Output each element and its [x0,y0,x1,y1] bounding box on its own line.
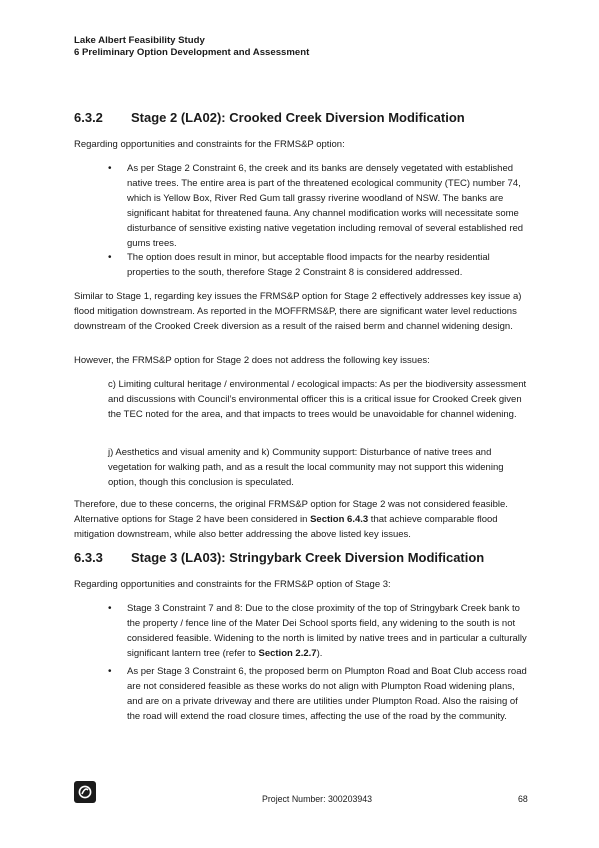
section-number: 6.3.2 [74,110,103,125]
section-title: Stage 3 (LA03): Stringybark Creek Diversion Modification [131,550,485,565]
page-header [74,35,309,59]
paragraph: Similar to Stage 1, regarding key issues the FRMS&P option for Stage 2 effectively addresses key issue a) flood mitigation downstream. As reported in the MOFFRMS&P, there are significant water level reductions downstream of the Crooked Creek diversion as a result of the raised berm and channel widening design. [74,291,522,332]
section-intro: Regarding opportunities and constraints for the FRMS&P option: [74,139,345,150]
section-heading-6-3-2 [74,110,465,126]
section-intro: Regarding opportunities and constraints for the FRMS&P option of Stage 3: [74,579,391,590]
bullet-item: • As per Stage 3 Constraint 6, the proposed berm on Plumpton Road and Boat Club access road are not considered feasible as these works do not align with Plumpton Road widening plans, and are on a private driveway and there are utilities under Plumpton Road. Also the raising of the road will extend the road closure times, affecting the use of the road by the community. [127,664,527,724]
company-logo-icon [74,781,96,803]
section-title: Stage 2 (LA02): Crooked Creek Diversion Modification [131,110,465,125]
project-number: Project Number: 300203943 [262,794,373,804]
section-reference: Section 6.4.3 [310,514,369,525]
document-title: Lake Albert Feasibility Study [74,35,205,46]
key-issue-j: j) Aesthetics and visual amenity and k) Community support: Disturbance of native trees and vegetation for walking path, and as a result the local community may not support this widening option, though this conclusion is speculated. [108,447,504,488]
key-issue-c: c) Limiting cultural heritage / environmental / ecological impacts: As per the biodiversity assessment and discussions with Council’s environmental officer this is a critical issue for Crooked Creek given the TEC noted for the area, and that impacts to trees would be unavoidable for channel widening. [108,379,527,420]
page-number: 68 [518,794,528,804]
section-number: 6.3.3 [74,550,103,565]
paragraph: Therefore, due to these concerns, the original FRMS&P option for Stage 2 was not considered feasible. Alternative options for Stage 2 have been considered in Section 6.4.3 that achieve comparable flood mitigation downstream, while also better addressing the above listed key issues. [74,499,508,540]
bullet-item: • The option does result in minor, but acceptable flood impacts for the nearby residential properties to the south, therefore Stage 2 Constraint 8 is considered addressed. [127,250,527,280]
paragraph: However, the FRMS&P option for Stage 2 does not address the following key issues: [74,355,430,366]
bullet-item: • Stage 3 Constraint 7 and 8: Due to the close proximity of the top of Stringybark Creek bank to the property / fence line of the Mater Dei School sports field, any widening to the south is not considered feasible. Widening to the north is limited by native trees and in particular a culturally significant lantern tree (refer to Section 2.2.7). [127,601,527,661]
chapter-title: 6 Preliminary Option Development and Assessment [74,47,310,58]
section-reference: Section 2.2.7 [258,648,317,659]
section-heading-6-3-3 [74,550,484,566]
bullet-item: • As per Stage 2 Constraint 6, the creek and its banks are densely vegetated with established native trees. The entire area is part of the threatened ecological community (TEC) number 74, which is Yellow Box, River Red Gum tall grassy riverine woodland of NSW. The banks are significant habitat for threatened fauna. Any channel modification works will necessitate some disturbance of sensitive existing native vegetation including removal of several established red gums trees. [127,161,527,251]
